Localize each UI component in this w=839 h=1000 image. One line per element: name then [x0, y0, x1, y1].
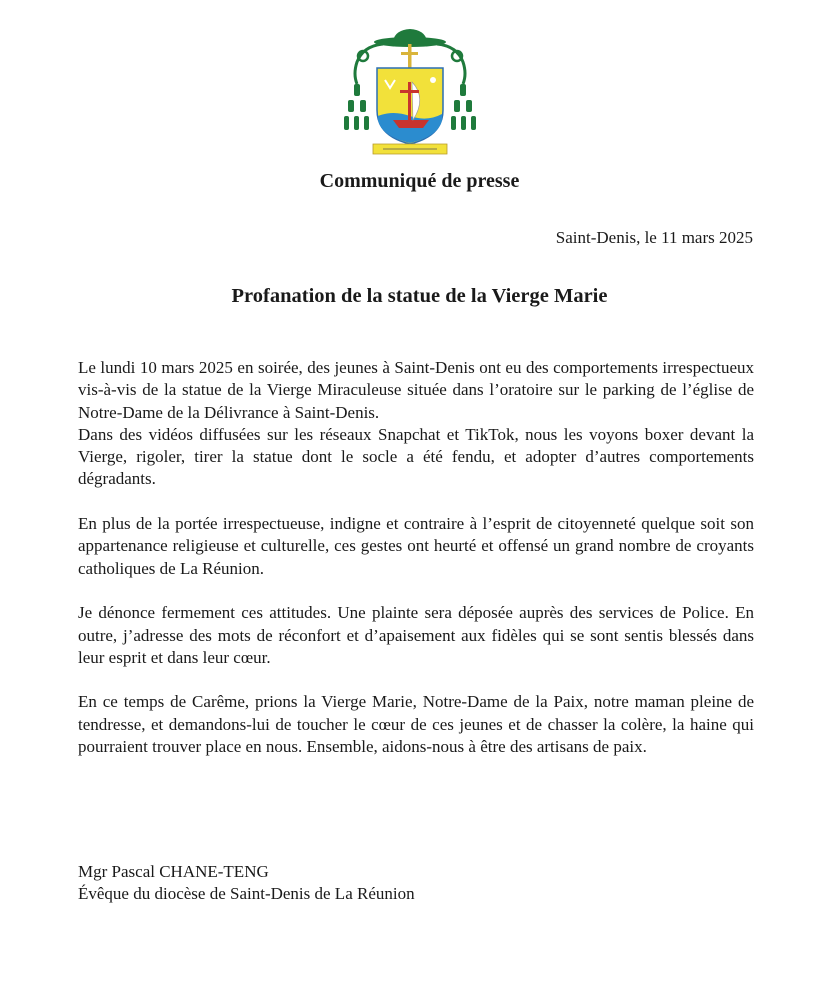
signatory-name: Mgr Pascal CHANE-TENG [78, 862, 269, 881]
signature-block [78, 861, 415, 906]
coat-of-arms-icon [343, 24, 477, 160]
document-body [78, 357, 754, 781]
tassels-right [451, 84, 476, 130]
paragraph: En plus de la portée irrespectueuse, indigne et contraire à l’esprit de citoyenneté quelque soit son appartenance religieuse et culturelle, ces gestes ont heurté et offensé un grand nombre de croyants catholiques de La Réunion. [78, 514, 754, 578]
tassels-left [344, 84, 369, 130]
document-title: Profanation de la statue de la Vierge Marie [231, 285, 608, 307]
paragraph: Je dénonce fermement ces attitudes. Une plainte sera déposée auprès des services de Police. En outre, j’adresse des mots de réconfort et d’apaisement aux fidèles qui se sont sentis blessés dans leur esprit et dans leur cœur. [78, 603, 754, 667]
press-release-heading: Communiqué de presse [319, 170, 520, 192]
dateline: Saint-Denis, le 11 mars 2025 [555, 228, 753, 247]
paragraph: Le lundi 10 mars 2025 en soirée, des jeunes à Saint-Denis ont eu des comportements irrespectueux vis-à-vis de la statue de la Vierge Miraculeuse située dans l’oratoire sur le parking de l’église de Notre-Dame de la Délivrance à Saint-Denis. [78, 358, 754, 422]
paragraph: En ce temps de Carême, prions la Vierge Marie, Notre-Dame de la Paix, notre maman pleine de tendresse, et demandons-lui de toucher le cœur de ces jeunes et de chasser la colère, la haine qui pourraient trouver place en nous. Ensemble, aidons-nous à être des artisans de paix. [78, 692, 754, 757]
galero-crown [393, 29, 427, 41]
signatory-role: Évêque du diocèse de Saint-Denis de La Réunion [78, 884, 415, 904]
paragraph: Dans des vidéos diffusées sur les réseaux Snapchat et TikTok, nous les voyons boxer devant la Vierge, rigoler, tirer la statue dont le socle a été fendu, et adopter d’autres comportements dégradants. [78, 424, 754, 489]
star [430, 77, 436, 83]
